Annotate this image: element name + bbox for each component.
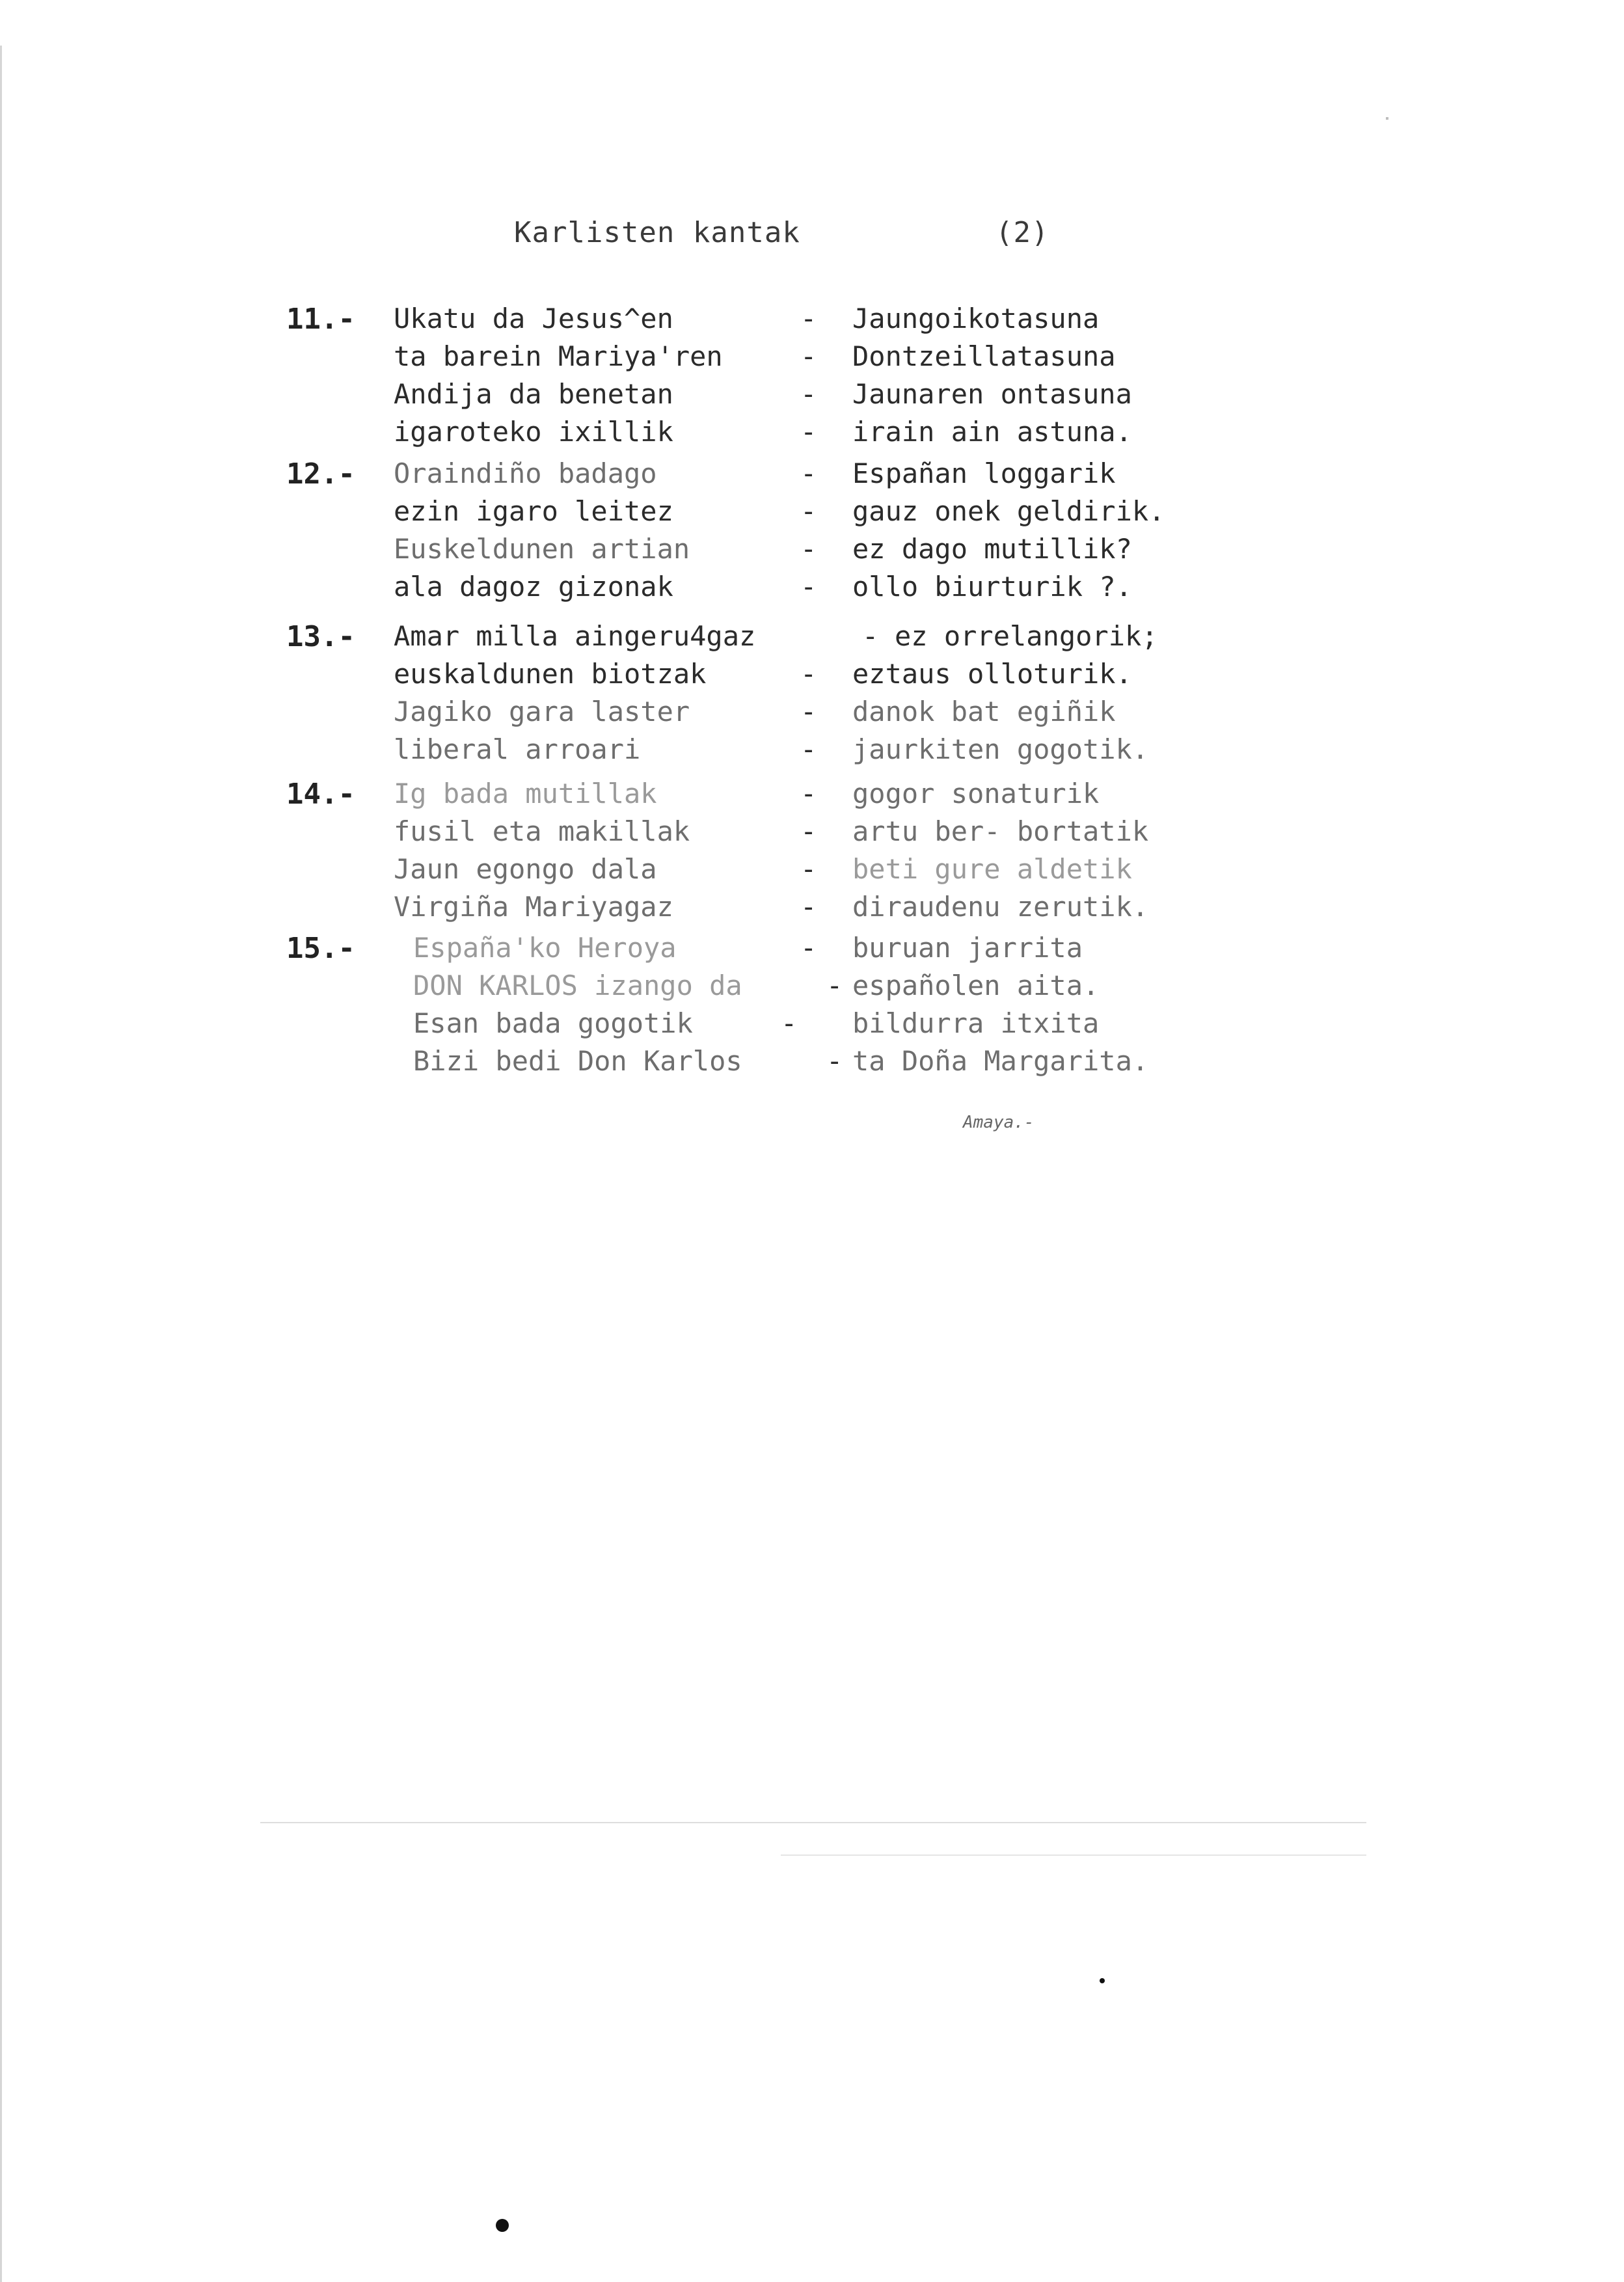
verse-right: irain ain astuna.	[852, 416, 1132, 448]
verse-left: Andija da benetan	[394, 378, 673, 410]
verse-left: liberal arroari	[394, 733, 641, 765]
verse-line	[394, 1007, 1370, 1045]
verse-left: Esan bada gogotik	[413, 1007, 693, 1039]
verse-dash: -	[800, 303, 817, 334]
verse-dash: -	[800, 457, 817, 489]
verse-right: Dontzeillatasuna	[852, 340, 1116, 372]
verse-left: igaroteko ixillik	[394, 416, 673, 448]
verse-right: jaurkiten gogotik.	[852, 733, 1149, 765]
verse-dash: -	[826, 970, 843, 1001]
verse-dash: -	[800, 733, 817, 765]
verse-right: ez dago mutillik?	[852, 533, 1132, 565]
verse-right: ez orrelangorik;	[895, 620, 1158, 652]
stanza-number: 11.-	[286, 303, 355, 336]
verse-right: gauz onek geldirik.	[852, 495, 1165, 527]
verse-left: Oraindiño badago	[394, 457, 657, 489]
verse-line	[394, 303, 1370, 340]
verse-left: Virgiña Mariyagaz	[394, 891, 673, 923]
document-title: Karlisten kantak	[514, 216, 800, 249]
verse-dash: -	[862, 620, 879, 652]
verse-left: euskaldunen biotzak	[394, 658, 707, 690]
scan-speck	[781, 1854, 1366, 1856]
verse-line	[394, 853, 1370, 891]
verse-line	[394, 533, 1370, 571]
verse-right: españolen aita.	[852, 970, 1100, 1001]
scan-speck	[1386, 117, 1388, 120]
verse-right: ta Doña Margarita.	[852, 1045, 1149, 1077]
verse-right: diraudenu zerutik.	[852, 891, 1149, 923]
verse-dash: -	[800, 571, 817, 603]
verse-line	[394, 932, 1370, 970]
verse-dash: -	[800, 891, 817, 923]
verse-line	[394, 340, 1370, 378]
document-header	[514, 207, 1100, 259]
verse-left: DON KARLOS izango da	[413, 970, 742, 1001]
verse-line	[394, 658, 1370, 696]
verse-line	[394, 815, 1370, 853]
verse-right: ollo biurturik ?.	[852, 571, 1132, 603]
verse-dash: -	[800, 932, 817, 964]
page-number: (2)	[995, 216, 1049, 249]
verse-line	[394, 571, 1370, 608]
verse-right: danok bat egiñik	[852, 696, 1116, 727]
stanza-number: 15.-	[286, 932, 355, 965]
stanza-number: 12.-	[286, 457, 355, 491]
verse-left: Bizi bedi Don Karlos	[413, 1045, 742, 1077]
verse-right: Jaunaren ontasuna	[852, 378, 1132, 410]
verse-right: artu ber- bortatik	[852, 815, 1149, 847]
verse-line	[394, 416, 1370, 454]
verse-left: Amar milla aingeru4gaz	[394, 620, 756, 652]
verse-right: eztaus olloturik.	[852, 658, 1132, 690]
stanza-number: 14.-	[286, 778, 355, 811]
ink-dot	[496, 2219, 509, 2232]
verse-left: ta barein Mariya'ren	[394, 340, 723, 372]
verse-dash: -	[800, 378, 817, 410]
verse-left: ala dagoz gizonak	[394, 571, 673, 603]
verse-line	[394, 696, 1370, 733]
verse-dash: -	[800, 495, 817, 527]
verse-left: Jaun egongo dala	[394, 853, 657, 885]
verse-right: bildurra itxita	[852, 1007, 1100, 1039]
verse-left: Ukatu da Jesus^en	[394, 303, 673, 334]
stanza-number: 13.-	[286, 620, 355, 653]
verse-right: beti gure aldetik	[852, 853, 1132, 885]
verse-left: España'ko Heroya	[413, 932, 677, 964]
verse-left: ezin igaro leitez	[394, 495, 673, 527]
signature: Amaya.-	[963, 1113, 1035, 1132]
verse-dash: -	[800, 416, 817, 448]
page-edge	[0, 46, 2, 2282]
verse-left: Jagiko gara laster	[394, 696, 690, 727]
verse-left: Euskeldunen artian	[394, 533, 690, 565]
verse-dash: -	[781, 1007, 798, 1039]
verse-right: gogor sonaturik	[852, 778, 1100, 809]
verse-right: Españan loggarik	[852, 457, 1116, 489]
verse-line	[394, 457, 1370, 495]
verse-dash: -	[800, 778, 817, 809]
verse-line	[394, 378, 1370, 416]
verse-line	[394, 1045, 1370, 1083]
verse-dash: -	[800, 658, 817, 690]
verse-dash: -	[800, 340, 817, 372]
verse-line	[394, 778, 1370, 815]
verse-dash: -	[800, 533, 817, 565]
verse-line	[394, 733, 1370, 771]
verse-dash: -	[800, 815, 817, 847]
scan-speck	[260, 1822, 1366, 1823]
verse-right: buruan jarrita	[852, 932, 1083, 964]
verse-dash: -	[826, 1045, 843, 1077]
verse-right: Jaungoikotasuna	[852, 303, 1100, 334]
verse-line	[394, 891, 1370, 929]
verse-line	[394, 620, 1370, 658]
verse-left: fusil eta makillak	[394, 815, 690, 847]
verse-dash: -	[800, 853, 817, 885]
verse-dash: -	[800, 696, 817, 727]
verse-left: Ig bada mutillak	[394, 778, 657, 809]
ink-dot	[1100, 1978, 1105, 1983]
verse-line	[394, 970, 1370, 1007]
verse-line	[394, 495, 1370, 533]
